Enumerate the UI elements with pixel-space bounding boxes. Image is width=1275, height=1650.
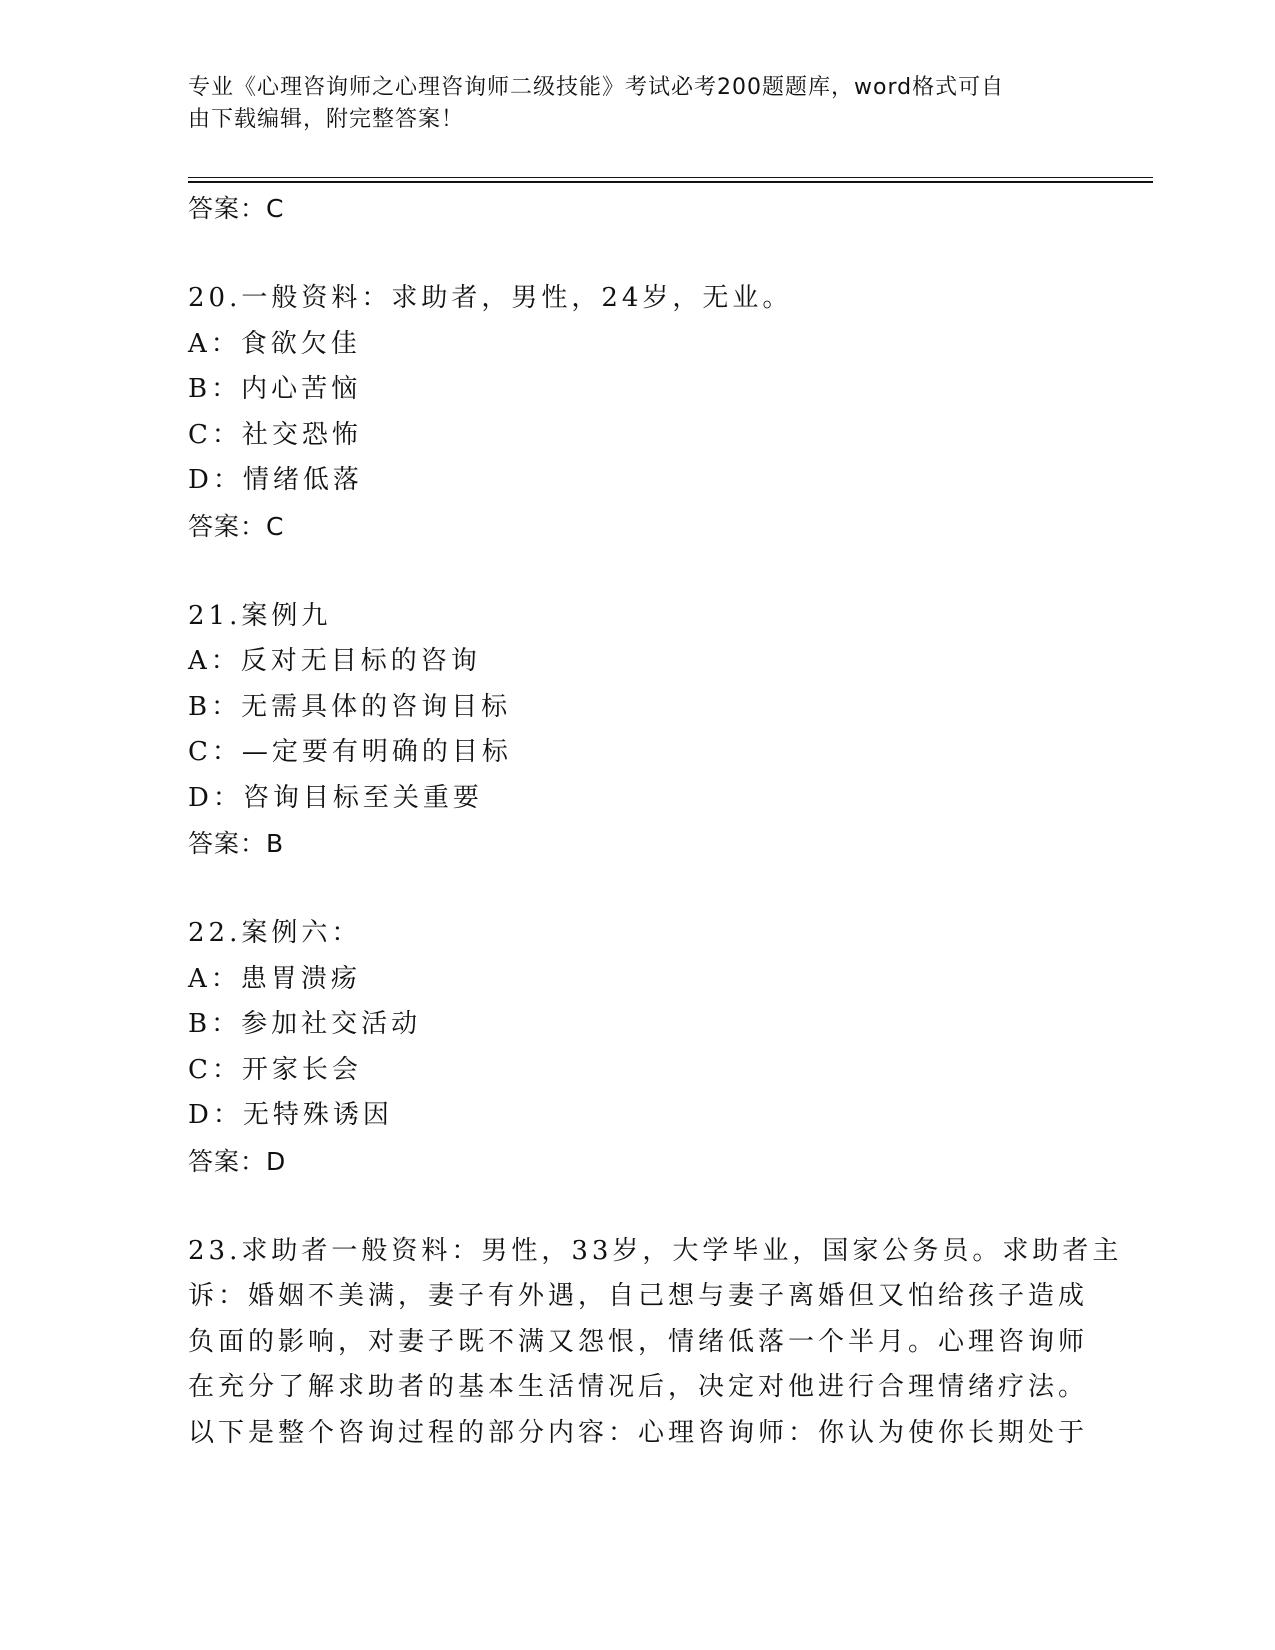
paragraph-line: 23.求助者一般资料：男性，33岁，大学毕业，国家公务员。求助者主 [188,1235,1123,1266]
option-a: A：反对无目标的咨询 [188,646,481,676]
option-b: B：参加社交活动 [188,1009,422,1039]
option-d: D：无特殊诱因 [188,1100,393,1130]
paragraph-line: 以下是整个咨询过程的部分内容：心理咨询师：你认为使你长期处于 [188,1417,1089,1448]
answer-line: 答案：C [188,194,285,223]
header-divider-thin [188,177,1153,178]
header-line-1: 专业《心理咨询师之心理咨询师二级技能》考试必考200题题库，word格式可自 [188,75,1005,100]
option-c: C：社交恐怖 [188,419,362,450]
option-b: B：内心苦恼 [188,374,362,404]
paragraph-line: 负面的影响，对妻子既不满又怨恨，情绪低落一个半月。心理咨询师 [188,1326,1089,1357]
answer-line: 答案：D [188,1146,287,1176]
paragraph-line: 在充分了解求助者的基本生活情况后，决定对他进行合理情绪疗法。 [188,1372,1089,1402]
option-a: A：食欲欠佳 [188,328,361,359]
question-stem: 22.案例六： [188,918,362,948]
option-c: C：开家长会 [188,1054,362,1085]
question-stem: 20.一般资料：求助者，男性，24岁，无业。 [188,283,793,313]
document-body [188,186,1123,1456]
question-23-text [188,1229,1123,1457]
header-divider-thick [188,181,1153,183]
answer-line: 答案：C [188,511,285,541]
question-block [188,594,1088,868]
answer-line: 答案：B [188,829,285,858]
option-b: B：无需具体的咨询目标 [188,691,512,722]
header-line-2: 由下载编辑，附完整答案！ [188,107,465,132]
option-c: C：—定要有明确的目标 [188,737,512,767]
option-a: A：患胃溃疡 [188,963,361,994]
question-block [188,276,1088,550]
question-stem: 21.案例九 [188,600,332,631]
option-d: D：咨询目标至关重要 [188,782,483,813]
question-block [188,911,1088,1185]
paragraph-line: 诉：婚姻不美满，妻子有外遇，自己想与妻子离婚但又怕给孩子造成 [188,1281,1089,1311]
document-header [188,72,1088,136]
option-d: D：情绪低落 [188,465,363,495]
